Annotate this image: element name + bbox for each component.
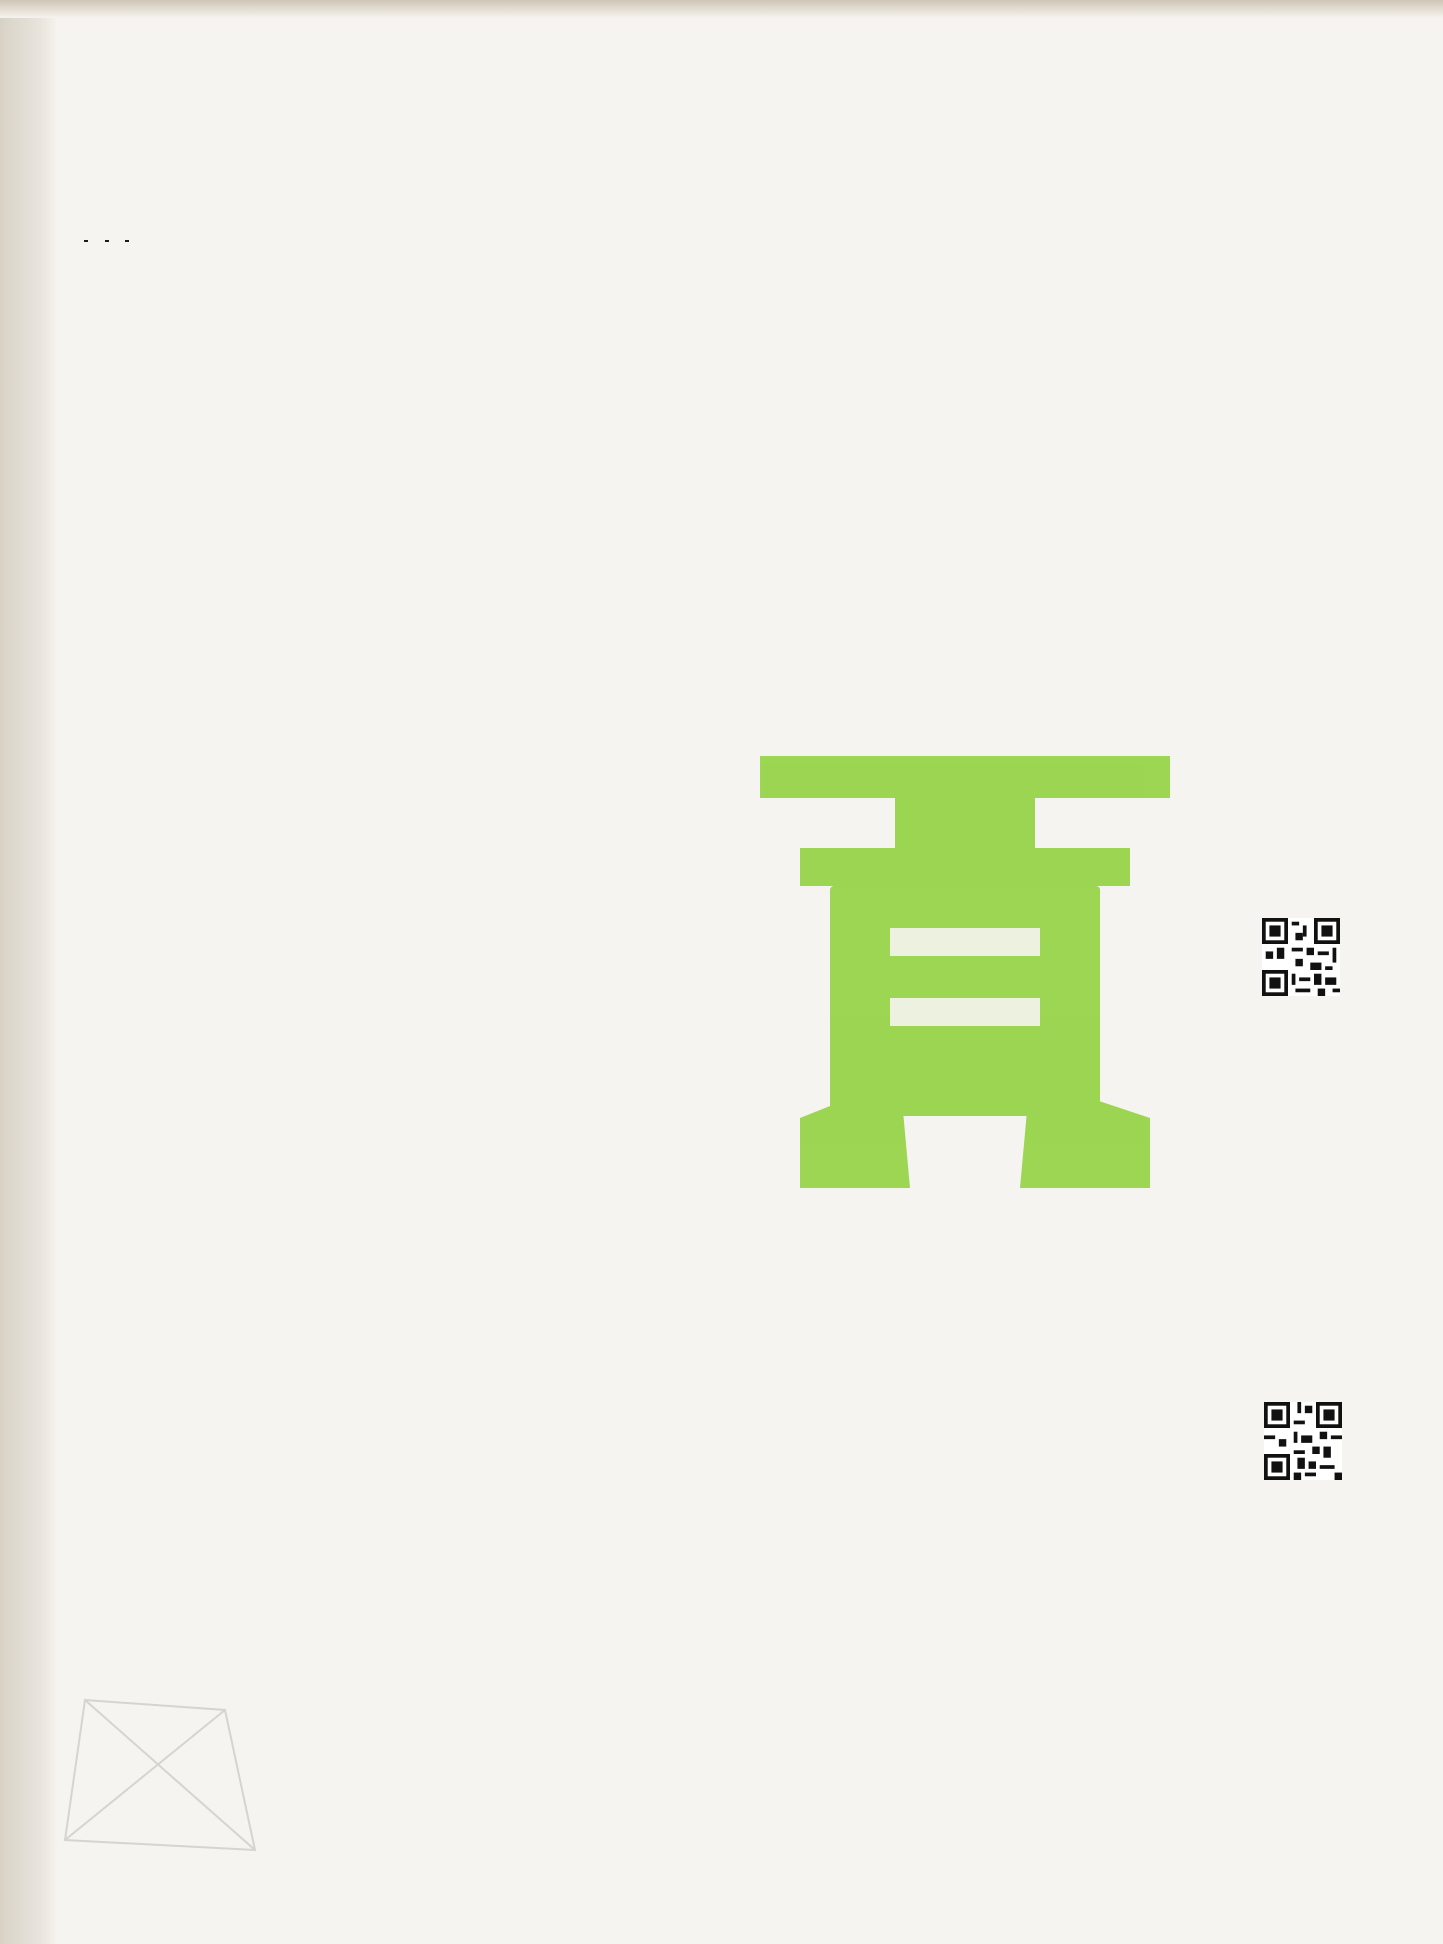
numerator <box>84 240 88 242</box>
qr-code-icon[interactable] <box>1262 918 1340 996</box>
fraction-1-2 <box>125 240 129 242</box>
page-edge-shadow <box>0 0 58 1944</box>
page-top-shadow <box>0 0 1443 18</box>
watermark-big-char-graphic <box>760 748 1180 1188</box>
fraction-43-44 <box>105 240 109 242</box>
green-watermark <box>760 748 1180 1188</box>
numerator <box>105 240 109 242</box>
fraction-43-44 <box>84 240 88 242</box>
numerator <box>125 240 129 242</box>
bleed-through-figure <box>55 1680 275 1880</box>
qr-code-icon[interactable] <box>1264 1402 1342 1480</box>
